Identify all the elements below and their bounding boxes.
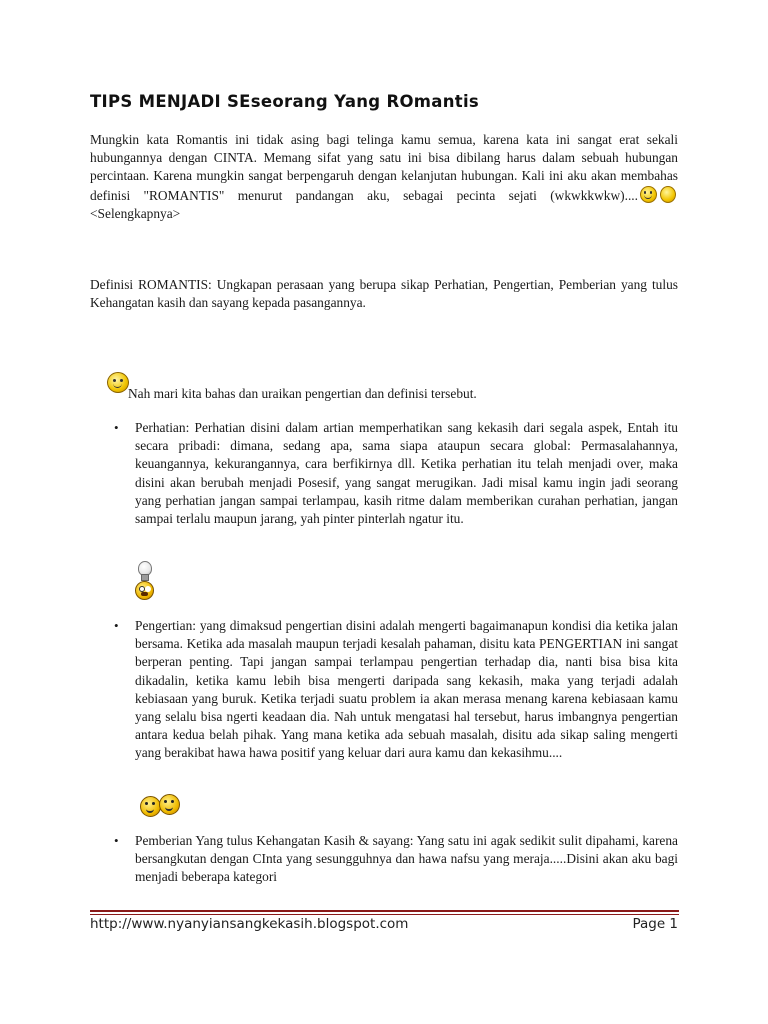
smiley-left — [140, 796, 161, 817]
intro-paragraph — [90, 131, 678, 223]
bullet-marker: • — [114, 618, 119, 633]
bullet-marker: • — [114, 833, 119, 848]
footer-divider — [90, 910, 679, 912]
two-smileys-icon — [138, 794, 182, 816]
smiley-icon — [107, 372, 129, 393]
wink-icon — [660, 186, 676, 203]
list-item-perhatian: Perhatian: Perhatian disini dalam artian memperhatikan sang kekasih dari segala aspek, Entah itu secara pribadi: dimana, sedang apa, sama siapa ataupun secara global: Permasalahannya, keuangannya, kekurangannya, cara berfikirnya dll. Ketika perhatian itu telah menjadi over, maka disini akan berubah menjadi Posesif, yang sangat merugikan. Jadi misal kamu ingin jadi seorang yang perhatian jangan sampai terlampau, kasih ritme dalam memberikan curahan perhatian, jangan sampai terlalu maupun jarang, yah pinter pinterlah ngatur itu. — [135, 420, 678, 527]
footer-divider-thin — [90, 914, 679, 915]
lead-sentence: Nah mari kita bahas dan uraikan pengertian dan definisi tersebut. — [128, 386, 477, 401]
footer-url[interactable]: http://www.nyanyiansangkekasih.blogspot.com — [90, 916, 409, 932]
page-number: Page 1 — [632, 916, 678, 932]
lightbulb-smiley-icon — [134, 561, 154, 601]
list-item-pemberian: Pemberian Yang tulus Kehangatan Kasih & sayang: Yang satu ini agak sedikit sulit dipahami, karena bersangkutan dengan CInta yang sesungguhnya dan hawa nafsu yang meraja.....Disini akan aku bagi menjadi beberapa kategori — [135, 833, 678, 885]
intro-text: Mungkin kata Romantis ini tidak asing bagi telinga kamu semua, karena kata ini sangat erat sekali hubungannya dengan CINTA. Memang sifat yang satu ini bisa dibilang harus dalam sebuah hubungan percintaan. Karena mungkin sangat berpengaruh dengan kelanjutan hubungan. Kali ini aku akan membahas definisi "ROMANTIS" menurut pandangan aku, sebagai pecinta sejati (wkwkkwkw).... — [90, 132, 678, 203]
read-more-link[interactable]: <Selengkapnya> — [90, 205, 181, 221]
document-title: TIPS MENJADI SEseorang Yang ROmantis — [90, 92, 480, 111]
bullet-marker: • — [114, 420, 119, 435]
list-item-pengertian: Pengertian: yang dimaksud pengertian disini adalah mengerti bagaimanapun kondisi dia ketika jalan bersama. Ketika ada masalah maupun terjadi kesalah pahaman, disitu kata PENGERTIAN ini sangat berperan penting. Tapi jangan sampai terlampau pengertian terhadap dia, nanti bisa bisa kita dikadalin, ketika kamu lebih bisa mengerti daripada sang kekasih, maka yang terjadi adalah kebiasaan yang buruk. Ketika terjadi suatu problem ia akan merasa menang karena kebiasaan kamu yang selalu bisa ngerti keadaan dia. Nah untuk mengatasi hal tersebut, harus imbangnya pengertian antara kedua belah pihak. Yang mana ketika ada sebuah masalah, disitu ada sikap saling mengerti yang berakibat hawa hawa positif yang keluar dari aura kamu dan kekasihmu.... — [135, 618, 678, 761]
surprised-face — [135, 581, 154, 600]
lightbulb-base — [141, 574, 149, 581]
smiley-right — [159, 794, 180, 815]
definition-paragraph: Definisi ROMANTIS: Ungkapan perasaan yang berupa sikap Perhatian, Pengertian, Pemberian yang tulus Kehangatan kasih dan sayang kepada pasangannya. — [90, 277, 678, 311]
smiley-icon — [640, 186, 657, 203]
